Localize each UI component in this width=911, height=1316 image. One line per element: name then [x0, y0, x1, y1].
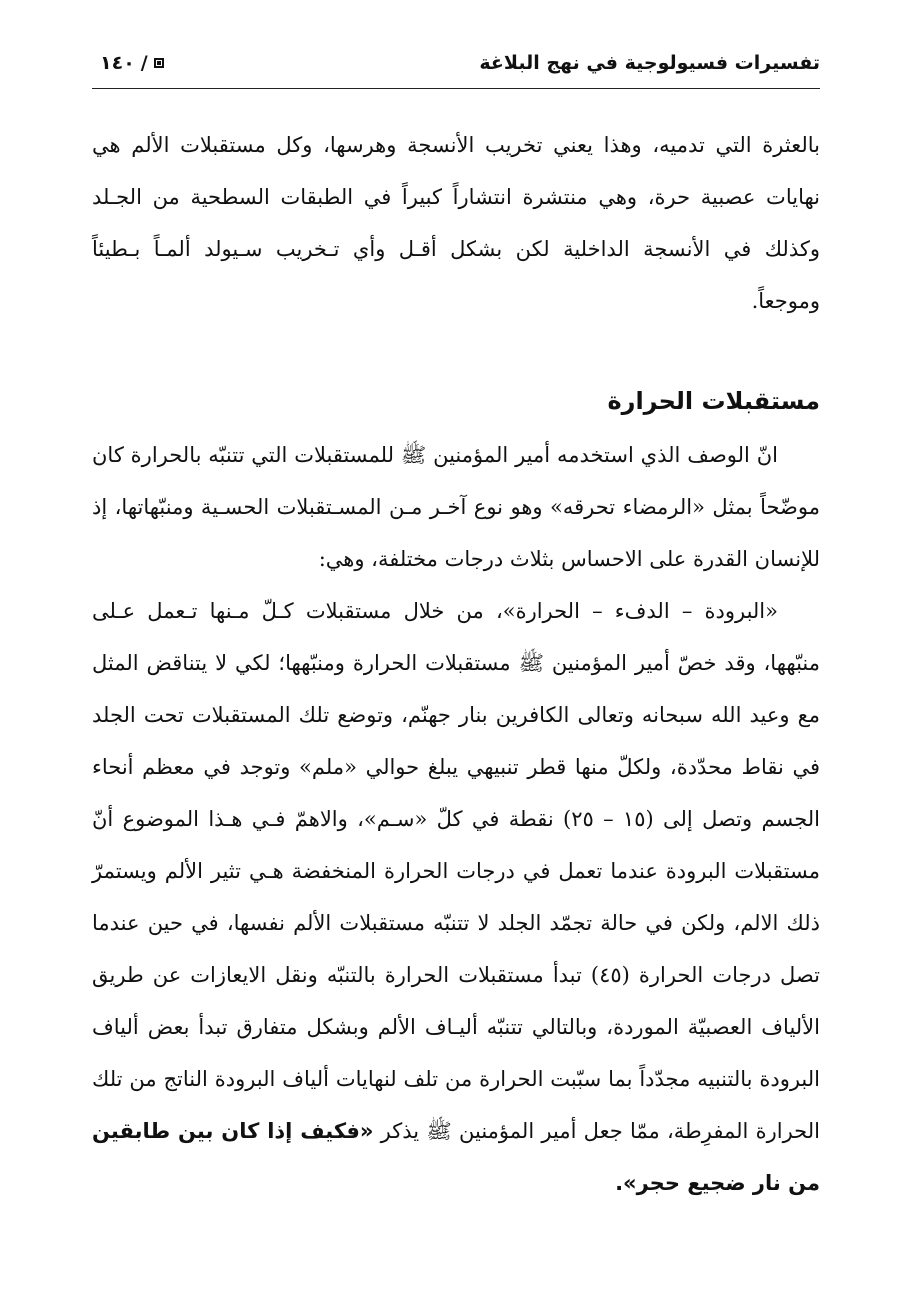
paragraph-1: بالعثرة التي تدميه، وهذا يعني تخريب الأنسجة وهرسها، وكل مستقبلات الألم هي نهايات عصبية حرة، وهي منتشرة انتشاراً كبيراً في الطبقات السطحية من الجـلد وكذلك في الأنسجة الداخلية لكن بشكل أقـل وأي تـخريب سـيولد ألمـاً بـطيئاً وموجعاً. [92, 133, 820, 313]
page-number-block [100, 52, 164, 74]
book-page [92, 40, 820, 1270]
section-heading: مستقبلات الحرارة [607, 387, 820, 415]
running-title: تفسيرات فسيولوجية في نهج البلاغة [479, 52, 820, 74]
paragraph-3-quote: «فكيف إذا كان بين طابقين من نار ضجيع حجر». [92, 1119, 820, 1195]
paragraph-3-text: «البرودة – الدفء – الحرارة»، من خلال مستقبلات كـلّ مـنها تـعمل عـلى منبّهها، وقد خصّ أمير المؤمنين ﷺ مستقبلات الحرارة ومنبّهها؛ لكي لا يتناقض المثل مع وعيد الله سبحانه وتعالى الكافرين بنار جهنّم، وتوضع تلك المستقبلات تحت الجلد في نقاط محدّدة، ولكلّ منها قطر تنبيهي يبلغ حوالي «ملم» وتوجد في معظم أنحاء الجسم وتصل إلى (١٥ – ٢٥) نقطة في كلّ «سـم»، والاهمّ فـي هـذا الموضوع أنّ مستقبلات البرودة عندما تعمل في درجات الحرارة المنخفضة هـي تثير الألم ويستمرّ ذلك الالم، ولكن في حالة تجمّد الجلد لا تتنبّه مستقبلات الألم نفسها، في حين عندما تصل درجات الحرارة (٤٥) تبدأ مستقبلات الحرارة بالتنبّه ونقل الايعازات عن طريق الألياف العصبيّة الموردة، وبالتالي تتنبّه أليـاف الألم وبشكل متفارق تبدأ بعض ألياف البرودة بالتنبيه مجدّداً بما سبّبت الحرارة من تلف لنهايات ألياف البرودة الناتج من تلك الحرارة المفرِطة، ممّا جعل أمير المؤمنين ﷺ [92, 599, 820, 1143]
page-number: ١٤٠ [100, 52, 135, 74]
paragraph-3 [92, 585, 820, 1209]
paragraph-2: انّ الوصف الذي استخدمه أمير المؤمنين ﷺ للمستقبلات التي تتنبّه بالحرارة كان موضّحاً بمثل «الرمضاء تحرقه» وهو نوع آخـر مـن المسـتقبلات الحسـية ومنبّهاتها، إذ للإنسان القدرة على الاحساس بثلاث درجات مختلفة، وهي: [92, 443, 820, 571]
paragraph-3-end-prefix: يذكر [380, 1119, 420, 1143]
square-ornament-icon [154, 58, 164, 68]
page-header [92, 40, 820, 86]
header-divider [92, 88, 820, 89]
page-number-separator: / [140, 52, 148, 74]
